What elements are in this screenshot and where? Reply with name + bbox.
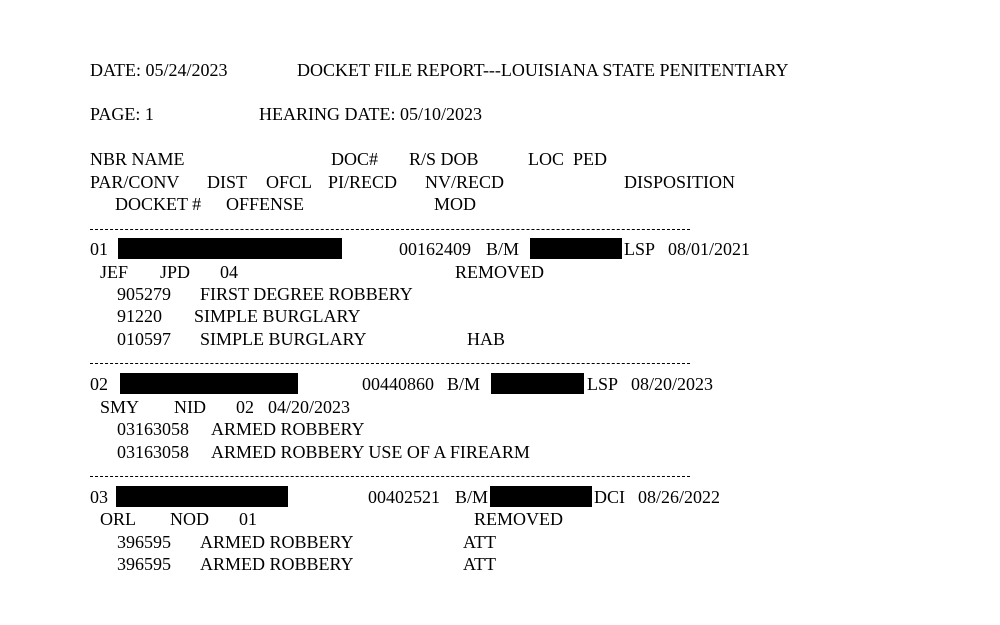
record-loc: DCI [594,487,625,507]
record-disposition: REMOVED [455,262,544,282]
record-doc: 00402521 [368,487,440,507]
record-dist: JPD [160,262,191,282]
record-nbr: 01 [90,239,108,259]
offense-name: SIMPLE BURGLARY [200,329,367,349]
redacted-dob [491,373,584,394]
offense-docket: 010597 [117,329,171,349]
offense-name: SIMPLE BURGLARY [194,306,361,326]
record-ofcl: 01 [239,509,257,529]
redacted-dob [530,238,622,259]
col-nv-recd: NV/RECD [425,172,505,192]
offense-name: ARMED ROBBERY USE OF A FIREARM [211,442,530,462]
record-divider [90,229,690,230]
record-ofcl: 02 [236,397,254,417]
record-loc: LSP [587,374,619,394]
col-mod: MOD [434,194,477,214]
record-par: JEF [100,262,129,282]
record-disposition: REMOVED [474,509,563,529]
report-date: DATE: 05/24/2023 [90,60,228,80]
col-disposition: DISPOSITION [624,172,736,192]
record-doc: 00162409 [399,239,471,259]
offense-mod: ATT [463,532,496,552]
record-ped: 08/01/2021 [668,239,751,259]
redacted-dob [490,486,592,507]
record-dist: NID [174,397,206,417]
offense-name: FIRST DEGREE ROBBERY [200,284,413,304]
offense-docket: 396595 [117,554,171,574]
offense-docket: 396595 [117,532,171,552]
offense-mod: ATT [463,554,496,574]
record-ofcl: 04 [220,262,238,282]
redacted-name [118,238,342,259]
record-rs: B/M [447,374,481,394]
record-par: ORL [100,509,136,529]
record-nbr: 02 [90,374,108,394]
col-rs-dob: R/S DOB [409,149,479,169]
offense-docket: 91220 [117,306,162,326]
offense-name: ARMED ROBBERY [211,419,365,439]
page-number: PAGE: 1 [90,104,154,124]
report-title: DOCKET FILE REPORT---LOUISIANA STATE PENITENTIARY [297,60,789,80]
hearing-date: HEARING DATE: 05/10/2023 [259,104,482,124]
offense-name: ARMED ROBBERY [200,532,354,552]
offense-docket: 03163058 [117,442,189,462]
col-nbr-name: NBR NAME [90,149,185,169]
col-docket: DOCKET # [115,194,202,214]
col-par-conv: PAR/CONV [90,172,180,192]
col-offense: OFFENSE [226,194,305,214]
col-loc-ped: LOC PED [528,149,608,169]
col-ofcl: OFCL [266,172,313,192]
col-pi-recd: PI/RECD [328,172,398,192]
record-dist: NOD [170,509,209,529]
offense-name: ARMED ROBBERY [200,554,354,574]
redacted-name [120,373,298,394]
record-divider [90,363,690,364]
record-loc: LSP [624,239,656,259]
offense-docket: 905279 [117,284,171,304]
record-pi-recd: 04/20/2023 [268,397,351,417]
col-dist: DIST [207,172,247,192]
offense-mod: HAB [467,329,506,349]
offense-docket: 03163058 [117,419,189,439]
record-ped: 08/20/2023 [631,374,714,394]
record-doc: 00440860 [362,374,434,394]
record-rs: B/M [455,487,489,507]
record-nbr: 03 [90,487,108,507]
record-rs: B/M [486,239,520,259]
col-doc: DOC# [331,149,379,169]
redacted-name [116,486,288,507]
record-par: SMY [100,397,140,417]
record-divider [90,476,690,477]
record-ped: 08/26/2022 [638,487,721,507]
